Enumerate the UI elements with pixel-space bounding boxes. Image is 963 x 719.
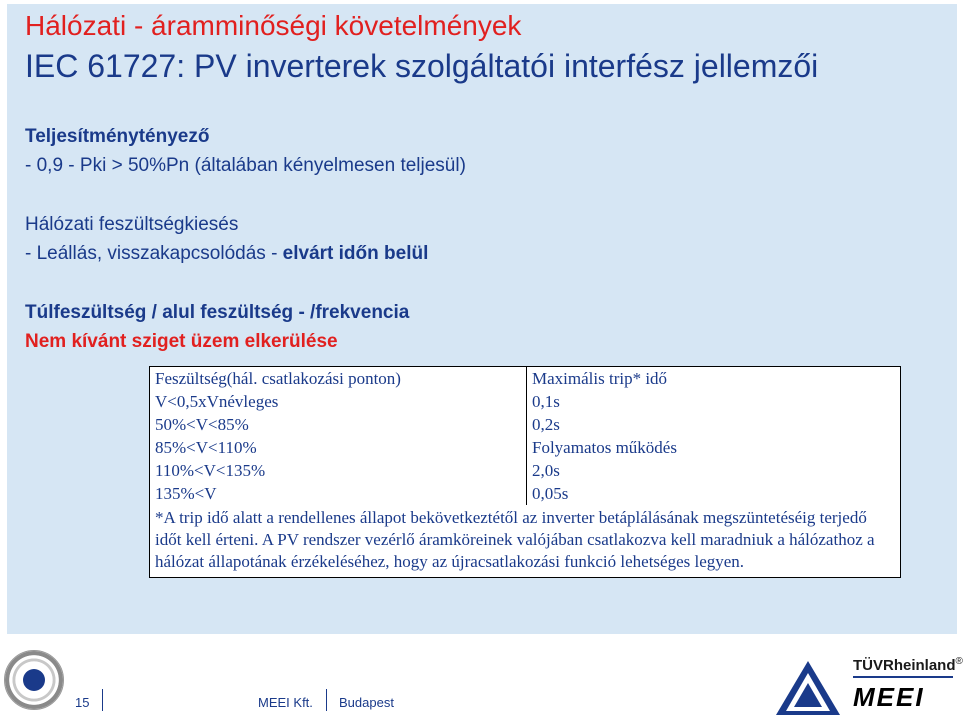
footer-divider (102, 689, 103, 711)
pf-detail: - 0,9 - Pki > 50%Pn (általában kényelmesen teljesül) (25, 155, 466, 176)
dip-detail (25, 243, 428, 265)
dip-detail-emph: elvárt időn belül (282, 243, 429, 264)
seal-center-icon (23, 669, 45, 691)
table-footnote: *A trip idő alatt a rendellenes állapot bekövetkeztétől az inverter betáplálásának megszüntetéséig terjedő időt kell érteni. A PV rendszer vezérlő áramköreinek valójában csatlakozva kell maradniuk a hálózathoz a hálózat állapotának érzékeléséhez, hogy az újracsatlakozási funkció lehetséges legyen. (150, 505, 901, 578)
table-cell-trip-time: 0,2s (527, 413, 901, 436)
table-cell-trip-time: 2,0s (527, 459, 901, 482)
trip-time-table (149, 366, 901, 578)
tuv-triangle-logo-icon (772, 657, 844, 719)
table-cell-trip-time: Folyamatos működés (527, 436, 901, 459)
tuv-brand-reg: ® (955, 656, 963, 667)
table-cell-voltage: 110%<V<135% (150, 459, 527, 482)
table-cell-trip-time: 0,05s (527, 482, 901, 505)
table-row (150, 413, 901, 436)
pf-heading: Teljesítménytényező (25, 126, 210, 147)
table-header-row (150, 367, 901, 391)
table-header-voltage: Feszültség(hál. csatlakozási ponton) (150, 367, 527, 391)
brand-rule (853, 676, 953, 678)
footer-city: Budapest (339, 695, 394, 710)
table-note-row (150, 505, 901, 578)
slide-title-line1: Hálózati - áramminőségi követelmények (25, 10, 522, 41)
tuv-brand-name: TÜVRheinland (853, 657, 956, 674)
meei-logo: MEEI (853, 682, 925, 712)
tuv-certification-seal-icon (4, 650, 64, 710)
slide-footer (0, 640, 963, 716)
dip-heading: Hálózati feszültségkiesés (25, 214, 239, 235)
table-row (150, 436, 901, 459)
footer-divider (326, 689, 327, 711)
table-header-trip-time: Maximális trip* idő (527, 367, 901, 391)
page-number: 15 (75, 695, 90, 710)
table-cell-voltage: 85%<V<110% (150, 436, 527, 459)
table-cell-voltage: 135%<V (150, 482, 527, 505)
table-cell-trip-time: 0,1s (527, 390, 901, 413)
dip-detail-prefix: - Leállás, visszakapcsolódás - (25, 243, 283, 264)
table-row (150, 390, 901, 413)
slide-title-line2: IEC 61727: PV inverterek szolgáltatói interfész jellemzői (25, 48, 819, 84)
tuv-brand (853, 656, 963, 674)
table-row (150, 459, 901, 482)
table-cell-voltage: V<0,5xVnévleges (150, 390, 527, 413)
islanding-note: Nem kívánt sziget üzem elkerülése (25, 331, 338, 352)
over-under-voltage: Túlfeszültség / alul feszültség - /frekvencia (25, 302, 410, 323)
table-row (150, 482, 901, 505)
footer-org: MEEI Kft. (258, 695, 313, 710)
table-cell-voltage: 50%<V<85% (150, 413, 527, 436)
